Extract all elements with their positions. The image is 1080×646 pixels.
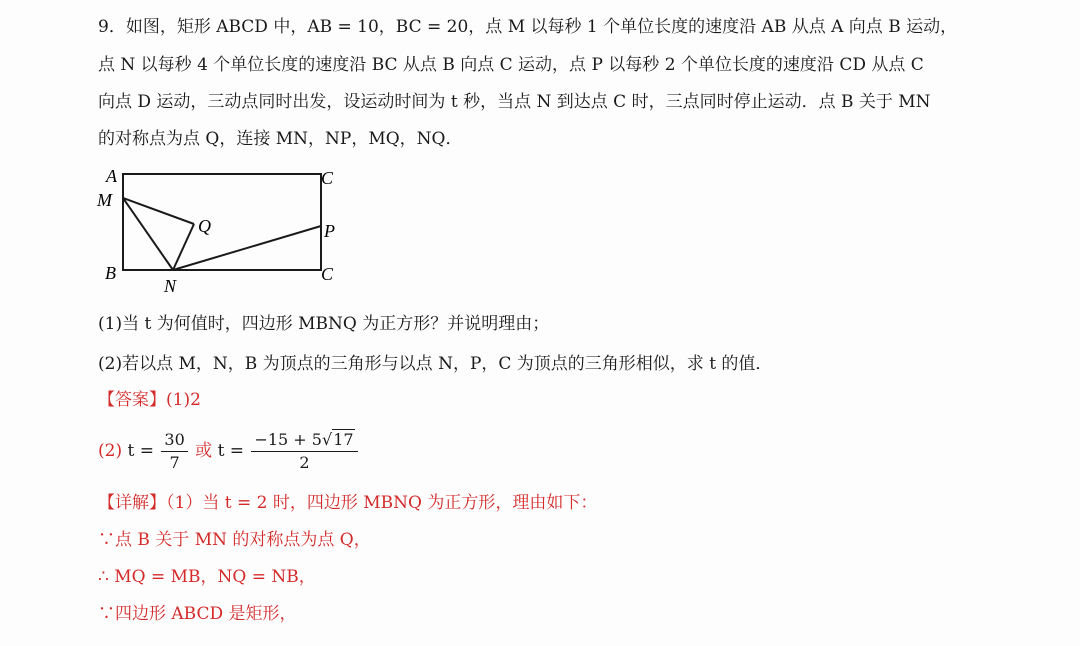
problem-line-1: 9．如图，矩形 ABCD 中，AB = 10，BC = 20，点 M 以每秒 1 个单位长度的速度沿 AB 从点 A 向点 B 运动， <box>98 17 958 37</box>
label-a: A <box>106 166 117 186</box>
fraction-1-numerator: 30 <box>161 430 187 452</box>
answer-part-1 <box>98 388 201 412</box>
label-c-top: C <box>321 168 334 188</box>
fraction-2-numerator <box>251 430 357 452</box>
answer-t-eq-2: t = <box>217 441 245 461</box>
answer-part-2-prefix: (2) <box>98 441 123 461</box>
label-m: M <box>97 190 112 210</box>
segment-np <box>173 226 321 270</box>
fraction-2-numerator-text: −15 + 5 <box>254 430 322 449</box>
explanation-line-2: ∵点 B 关于 MN 的对称点为点 Q， <box>98 530 371 550</box>
geometry-figure <box>90 158 360 298</box>
label-p: P <box>324 221 335 241</box>
label-n: N <box>164 276 177 296</box>
answer-tag: 【答案】 <box>98 390 166 410</box>
fraction-2-denominator: 2 <box>299 453 310 472</box>
explanation-line-1-text: （1）当 t = 2 时，四边形 MBNQ 为正方形，理由如下： <box>166 493 598 513</box>
answer-or: 或 <box>195 441 213 461</box>
explanation-line-4: ∵四边形 ABCD 是矩形， <box>98 604 297 624</box>
fraction-30-over-7 <box>161 430 187 473</box>
question-1: (1)当 t 为何值时，四边形 MBNQ 为正方形？并说明理由； <box>98 314 550 334</box>
explanation-line-3: ∴ MQ = MB，NQ = NB， <box>98 567 316 587</box>
fraction-1-denominator: 7 <box>169 453 180 472</box>
label-q: Q <box>198 216 211 236</box>
explanation-tag: 【详解】 <box>98 493 166 513</box>
answer-t-eq-1: t = <box>127 441 154 461</box>
answer-part-2 <box>98 426 360 476</box>
problem-line-2: 点 N 以每秒 4 个单位长度的速度沿 BC 从点 B 向点 C 运动，点 P 以每秒 2 个单位长度的速度沿 CD 从点 C <box>98 55 924 75</box>
sqrt-radicand: 17 <box>333 430 354 449</box>
label-c-bottom: C <box>321 264 334 284</box>
explanation-line-1 <box>98 491 597 515</box>
answer-part-1-value: (1)2 <box>166 390 201 410</box>
label-b: B <box>105 263 116 283</box>
segment-nq <box>173 224 194 270</box>
segment-mn <box>123 198 173 270</box>
fraction-radical <box>251 430 357 473</box>
question-2: (2)若以点 M，N，B 为顶点的三角形与以点 N，P，C 为顶点的三角形相似，求 t 的值． <box>98 354 773 374</box>
sqrt-symbol: √ <box>321 430 333 449</box>
problem-line-4: 的对称点为点 Q，连接 MN，NP，MQ，NQ． <box>98 129 463 149</box>
segment-mq <box>123 198 194 224</box>
problem-line-3: 向点 D 运动，三动点同时出发，设运动时间为 t 秒，当点 N 到达点 C 时，三点同时停止运动．点 B 关于 MN <box>98 92 931 112</box>
